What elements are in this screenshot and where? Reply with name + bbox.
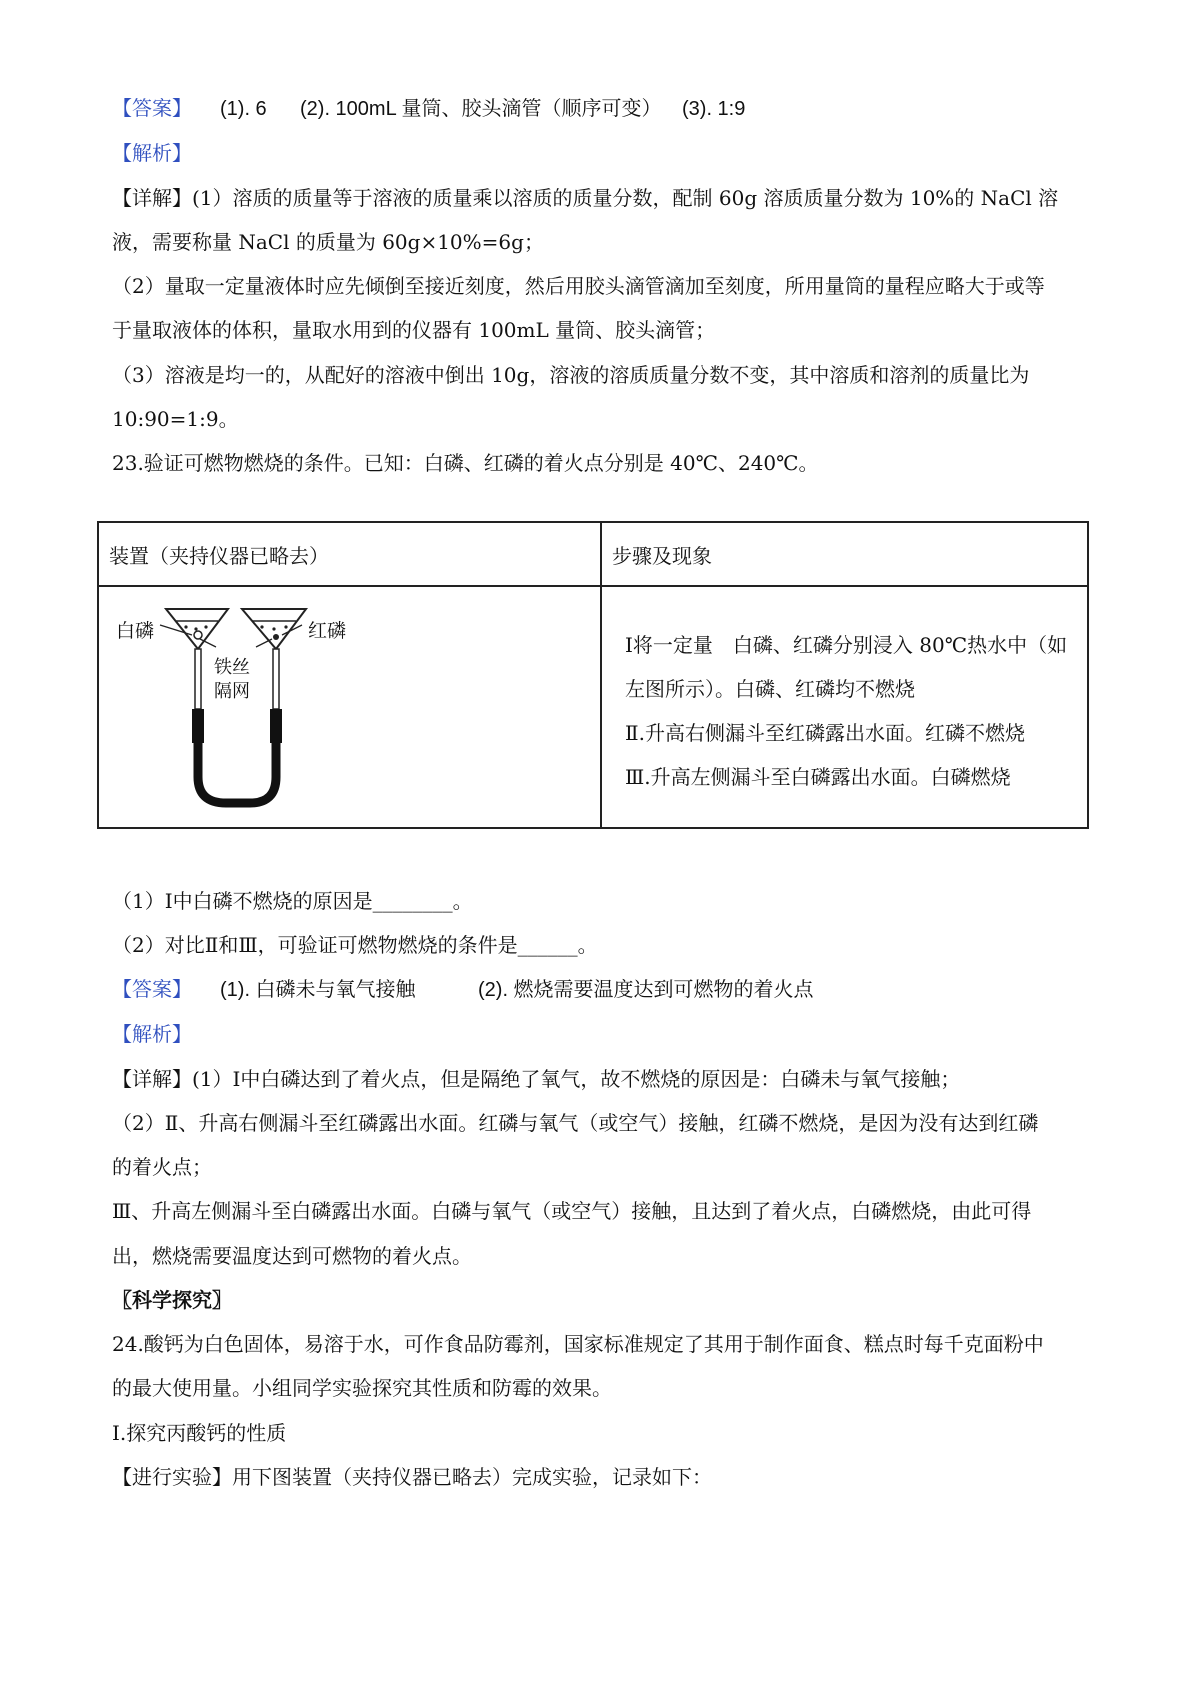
label-wire-mesh-2: 隔网	[214, 681, 250, 702]
right-bubble	[284, 625, 287, 628]
detail-line: 10:90=1:9。	[112, 407, 239, 431]
answer-item-1: (1). 白磷未与氧气接触	[220, 979, 416, 1001]
detail-line: 出，燃烧需要温度达到可燃物的着火点。	[112, 1244, 472, 1268]
answer-tag: 【答案】	[112, 979, 192, 1001]
right-bubble	[260, 625, 263, 628]
answer-item-1: (1). 6	[220, 98, 267, 120]
right-bubble	[272, 627, 275, 630]
left-bubble	[204, 625, 207, 628]
detail-line: （2）量取一定量液体时应先倾倒至接近刻度，然后用胶头滴管滴加至刻度，所用量筒的量程应略大于或等	[112, 274, 1045, 298]
right-funnel-stem	[273, 649, 279, 709]
table-header-apparatus: 装置（夹持仪器已略去）	[98, 522, 601, 586]
answer-item-2: (2). 100mL 量筒、胶头滴管（顺序可变）	[300, 98, 662, 120]
experiment-table	[97, 521, 1089, 829]
detail-line: 液，需要称量 NaCl 的质量为 60g×10%=6g；	[112, 230, 544, 254]
step-line: Ⅱ.升高右侧漏斗至红磷露出水面。红磷不燃烧	[625, 721, 1025, 745]
table-header-steps: 步骤及现象	[601, 522, 1088, 586]
answer-tag: 【答案】	[112, 98, 192, 120]
detail-line: 于量取液体的体积，量取水用到的仪器有 100mL 量筒、胶头滴管；	[112, 318, 716, 342]
red-phosphorus-sample	[273, 634, 279, 640]
right-rubber-connector	[270, 709, 282, 743]
answer-row-2	[112, 978, 1012, 1002]
apparatus-cell	[98, 586, 601, 828]
left-bubble	[184, 625, 187, 628]
question-23-stem: 23.验证可燃物燃烧的条件。已知：白磷、红磷的着火点分别是 40℃、240℃。	[112, 451, 819, 475]
steps-cell	[601, 586, 1088, 828]
white-phosphorus-sample	[194, 631, 202, 639]
detail-line: （3）溶液是均一的，从配好的溶液中倒出 10g，溶液的溶质质量分数不变，其中溶质和溶剂的质量比为	[112, 363, 1030, 387]
answer-row-1	[112, 97, 1012, 121]
question-24-line: 24.酸钙为白色固体，易溶于水，可作食品防霉剂，国家标准规定了其用于制作面食、糕点时每千克面粉中	[112, 1332, 1044, 1356]
analysis-tag: 【解析】	[112, 141, 192, 165]
left-rubber-connector	[192, 709, 204, 743]
question-24-line: 的最大使用量。小组同学实验探究其性质和防霉的效果。	[112, 1376, 612, 1400]
detail-line: （2）Ⅱ、升高右侧漏斗至红磷露出水面。红磷与氧气（或空气）接触，红磷不燃烧，是因为没有达到红磷	[112, 1111, 1039, 1135]
detail-line: 【详解】(1）溶质的质量等于溶液的质量乘以溶质的质量分数，配制 60g 溶质质量分数为 10%的 NaCl 溶	[112, 186, 1059, 210]
apparatus-diagram	[116, 595, 394, 819]
step-line: Ⅲ.升高左侧漏斗至白磷露出水面。白磷燃烧	[625, 765, 1011, 789]
question-24-experiment: 【进行实验】用下图装置（夹持仪器已略去）完成实验，记录如下：	[112, 1465, 712, 1489]
question-24-part1: I.探究丙酸钙的性质	[112, 1421, 287, 1445]
detail-line: 【详解】(1）Ⅰ中白磷达到了着火点，但是隔绝了氧气，故不燃烧的原因是：白磷未与氧气接触；	[112, 1067, 961, 1091]
left-funnel-stem	[195, 649, 201, 709]
step-line: Ⅰ将一定量 白磷、红磷分别浸入 80℃热水中（如	[625, 633, 1068, 657]
detail-line: Ⅲ、升高左侧漏斗至白磷露出水面。白磷与氧气（或空气）接触，且达到了着火点，白磷燃烧，由此可得	[112, 1199, 1032, 1223]
sub-question-2: （2）对比Ⅱ和Ⅲ，可验证可燃物燃烧的条件是______。	[112, 933, 598, 957]
left-bubble	[194, 627, 197, 630]
analysis-tag: 【解析】	[112, 1022, 192, 1046]
step-line: 左图所示）。白磷、红磷均不燃烧	[625, 677, 915, 701]
answer-item-2: (2). 燃烧需要温度达到可燃物的着火点	[478, 979, 814, 1001]
funnel-apparatus-svg	[116, 595, 394, 819]
label-red-phosphorus: 红磷	[308, 620, 347, 642]
section-title: 〖科学探究〗	[112, 1288, 232, 1312]
sub-question-1: （1）Ⅰ中白磷不燃烧的原因是________。	[112, 889, 473, 913]
answer-item-3: (3). 1:9	[682, 98, 746, 120]
label-wire-mesh-1: 铁丝	[214, 657, 250, 678]
detail-line: 的着火点；	[112, 1155, 212, 1179]
rubber-tube	[198, 743, 276, 803]
label-white-phosphorus: 白磷	[116, 620, 155, 642]
